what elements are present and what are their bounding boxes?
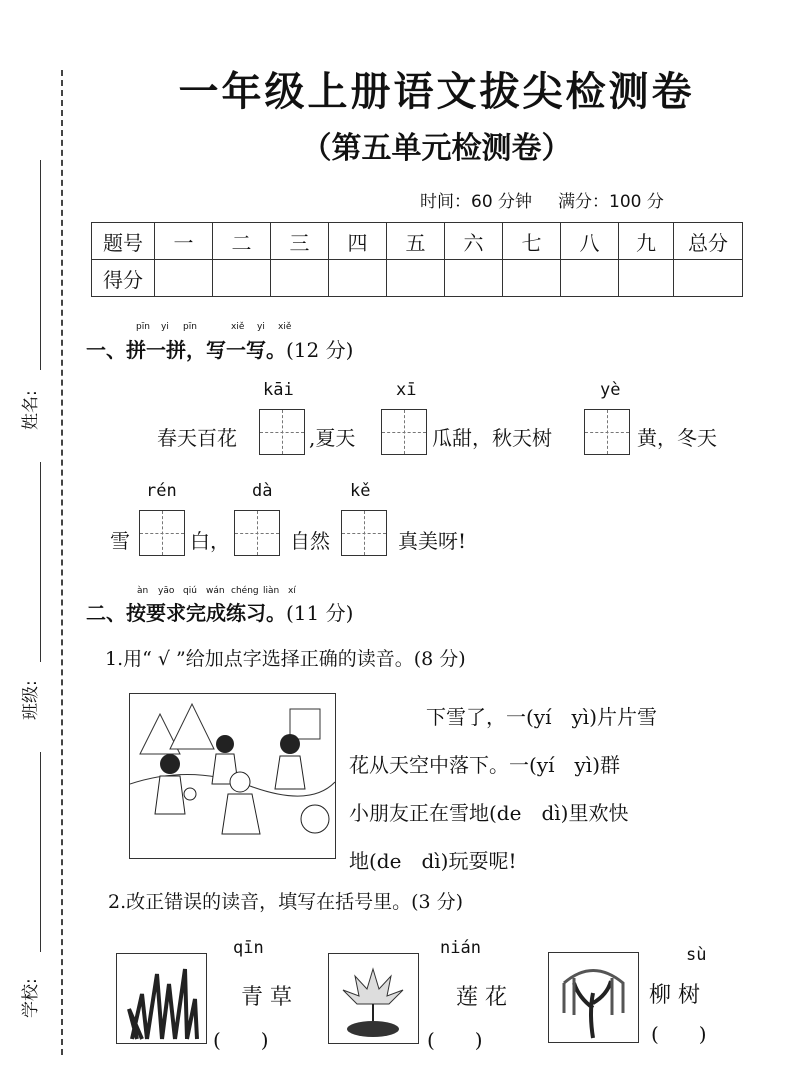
q1-passage-line: 小朋友正在雪地(de dì)里欢快 (349, 801, 629, 825)
score-header-cell: 五 (387, 223, 445, 260)
score-table (91, 222, 743, 297)
score-row-label: 得分 (92, 260, 155, 297)
ruby-xi: xí (288, 586, 296, 596)
exam-meta (420, 187, 690, 212)
ruby-wan: wán (206, 586, 225, 596)
q1-passage-line: 地(de dì)玩耍呢! (349, 849, 517, 873)
ruby-yi: yi (161, 322, 169, 332)
class-label: 班级: (21, 680, 41, 720)
score-cell[interactable] (213, 260, 271, 297)
ruby-pin: pīn (183, 322, 197, 332)
ruby-qiu: qiú (183, 586, 197, 596)
score-cell[interactable] (445, 260, 503, 297)
score-cell[interactable] (387, 260, 445, 297)
score-cell[interactable] (155, 260, 213, 297)
snow-scene-image (129, 693, 336, 859)
score-table-header-row (92, 223, 743, 260)
score-cell[interactable] (619, 260, 674, 297)
q2-answer-paren-3[interactable]: ( ) (651, 1022, 707, 1046)
tianzige-box[interactable] (234, 510, 280, 556)
q1-passage-rest (349, 741, 628, 885)
score-cell[interactable] (503, 260, 561, 297)
q2-prompt: 2.改正错误的读音，填写在括号里。(3 分) (108, 891, 464, 913)
exam-time: 时间：60 分钟 (420, 192, 533, 212)
pinyin-ke: kě (350, 481, 371, 501)
page-subtitle: （第五单元检测卷） (301, 131, 572, 166)
school-write-line (40, 752, 41, 952)
fill-text: 真美呀! (398, 529, 467, 553)
q1-passage (426, 693, 657, 741)
lotus-image (328, 953, 419, 1044)
pinyin-kai: kāi (263, 380, 294, 400)
score-header-cell: 八 (561, 223, 619, 260)
q1-passage-line: 下雪了，一(yí yì)片片雪 (426, 705, 657, 729)
q2-answer-paren-2[interactable]: ( ) (427, 1028, 483, 1052)
fill-text: 春天百花 (157, 426, 237, 450)
ruby-yi: yi (257, 322, 265, 332)
section1-points: (12 分) (286, 338, 354, 362)
grass-image (116, 953, 207, 1044)
q2-word-1: 青 草 (241, 985, 292, 1010)
ruby-an: àn (137, 586, 149, 596)
binding-dashed-line (61, 70, 63, 1055)
score-cell[interactable] (329, 260, 387, 297)
section2-title: 按要求完成练习。 (126, 601, 286, 625)
fill-text: 自然 (290, 529, 330, 553)
class-write-line (40, 462, 41, 662)
ruby-lian: liàn (263, 586, 280, 596)
pinyin-ren: rén (146, 481, 177, 501)
pinyin-xi: xī (396, 380, 417, 400)
section2-points: (11 分) (286, 601, 354, 625)
q2-pinyin-3: sù (686, 945, 707, 965)
ruby-xie: xiě (231, 322, 245, 332)
score-table-score-row (92, 260, 743, 297)
fill-text: 白， (190, 529, 230, 553)
section2-number: 二、 (86, 601, 126, 625)
score-cell[interactable] (674, 260, 743, 297)
fill-text: 雪 (110, 529, 130, 553)
score-header-cell: 题号 (92, 223, 155, 260)
pinyin-da: dà (252, 481, 273, 501)
name-write-line (40, 160, 41, 370)
ruby-yao: yāo (158, 586, 175, 596)
ruby-cheng: chéng (231, 586, 259, 596)
score-header-cell: 九 (619, 223, 674, 260)
q1-passage-line: 花从天空中落下。一(yí yì)群 (349, 753, 620, 777)
score-header-cell: 一 (155, 223, 213, 260)
q2-pinyin-1: qīn (233, 938, 264, 958)
tianzige-box[interactable] (259, 409, 305, 455)
q2-word-3: 柳 树 (649, 983, 700, 1008)
score-header-cell: 七 (503, 223, 561, 260)
section1-title: 拼一拼，写一写。 (126, 338, 286, 362)
score-header-cell: 总分 (674, 223, 743, 260)
tianzige-box[interactable] (381, 409, 427, 455)
score-cell[interactable] (561, 260, 619, 297)
q2-word-2: 莲 花 (456, 985, 507, 1010)
q1-prompt: 1.用“ √ ”给加点字选择正确的读音。(8 分) (105, 648, 466, 670)
score-header-cell: 二 (213, 223, 271, 260)
fill-text: ,夏天 (309, 426, 356, 450)
q2-answer-paren-1[interactable]: ( ) (213, 1028, 269, 1052)
name-label: 姓名: (21, 390, 41, 430)
page-title: 一年级上册语文拔尖检测卷 (178, 69, 695, 115)
tianzige-box[interactable] (139, 510, 185, 556)
score-header-cell: 三 (271, 223, 329, 260)
ruby-pin: pīn (136, 322, 150, 332)
q2-pinyin-2: nián (440, 938, 481, 958)
school-label: 学校: (21, 978, 41, 1018)
exam-full-score: 满分：100 分 (558, 192, 664, 212)
score-header-cell: 六 (445, 223, 503, 260)
score-header-cell: 四 (329, 223, 387, 260)
score-cell[interactable] (271, 260, 329, 297)
willow-image (548, 952, 639, 1043)
tianzige-box[interactable] (341, 510, 387, 556)
section2-heading (86, 597, 353, 626)
fill-text: 瓜甜，秋天树 (432, 426, 552, 450)
section1-heading (86, 334, 353, 363)
section1-number: 一、 (86, 338, 126, 362)
tianzige-box[interactable] (584, 409, 630, 455)
fill-text: 黄，冬天 (637, 426, 717, 450)
pinyin-ye: yè (600, 380, 621, 400)
ruby-xie: xiě (278, 322, 292, 332)
